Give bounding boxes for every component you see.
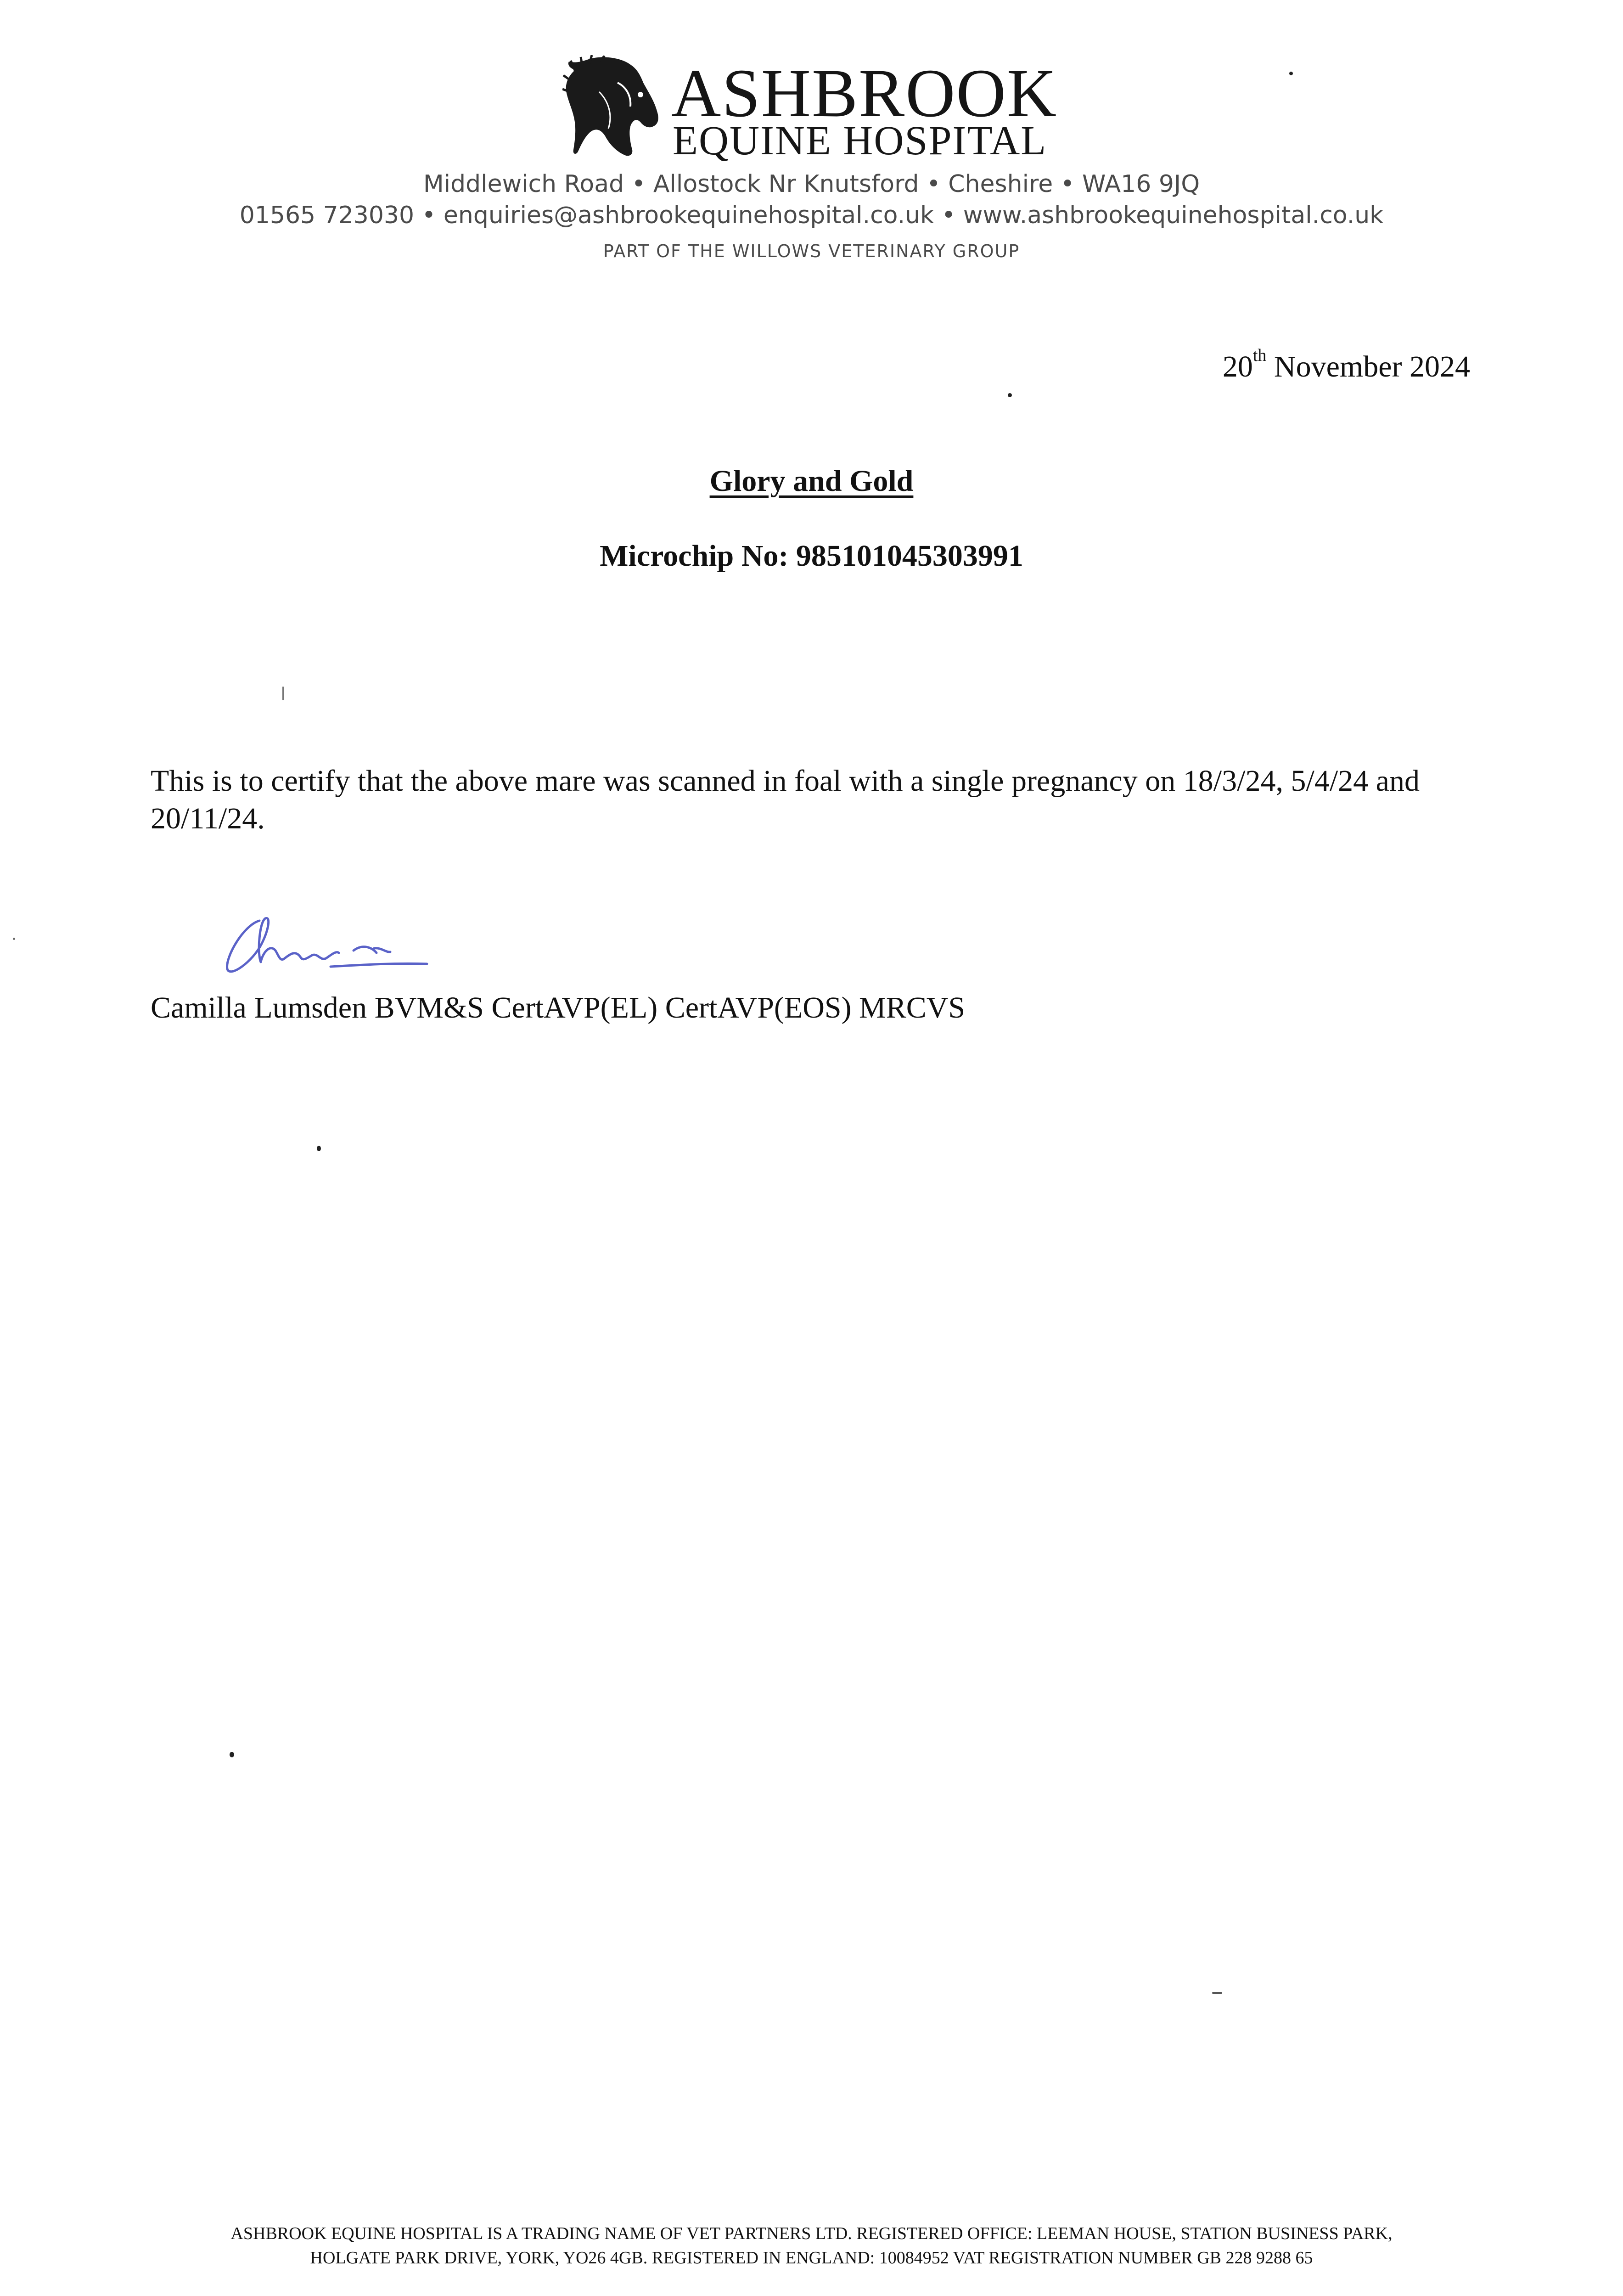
address-line: Middlewich Road • Allostock Nr Knutsford • Cheshire • WA16 9JQ: [423, 170, 1200, 198]
date-day: 20: [1222, 350, 1253, 383]
scan-speck: [1289, 72, 1293, 75]
contact-line: 01565 723030 • enquiries@ashbrookequinehospital.co.uk • www.ashbrookequinehospital.co.uk: [239, 202, 1384, 229]
date-suffix: th: [1252, 345, 1267, 365]
scan-speck: [1008, 393, 1012, 397]
letter-date: [1222, 345, 1470, 383]
hospital-subname: EQUINE HOSPITAL: [673, 118, 1047, 163]
horse-name-heading: [0, 466, 1623, 496]
footer-legal-line-1: ASHBROOK EQUINE HOSPITAL IS A TRADING NAME OF VET PARTNERS LTD. REGISTERED OFFICE: LEEMAN HOUSE, STATION BUSINESS PARK,: [230, 2224, 1393, 2243]
scan-speck: [317, 1146, 321, 1151]
microchip-number: Microchip No: 985101045303991: [600, 539, 1023, 573]
horse-head-logo-icon: [562, 55, 668, 161]
horse-name: Glory and Gold: [709, 464, 914, 498]
hospital-name: ASHBROOK: [671, 55, 1058, 131]
scan-speck: [13, 938, 15, 940]
certification-body: This is to certify that the above mare was scanned in foal with a single pregnancy on 18/3/24, 5/4/24 and 20/11/24.: [151, 764, 1420, 835]
scan-speck: [1212, 1992, 1222, 1994]
date-month-year: November 2024: [1274, 350, 1470, 383]
handwritten-signature: [216, 907, 432, 985]
group-affiliation-line: PART OF THE WILLOWS VETERINARY GROUP: [603, 241, 1020, 261]
scan-speck: [282, 687, 284, 700]
scan-speck: [230, 1752, 234, 1757]
signatory-name: Camilla Lumsden BVM&S CertAVP(EL) CertAVP(EOS) MRCVS: [151, 991, 966, 1024]
footer-legal-line-2: HOLGATE PARK DRIVE, YORK, YO26 4GB. REGISTERED IN ENGLAND: 10084952 VAT REGISTRATION NUMBER GB 228 9288 65: [310, 2248, 1313, 2268]
